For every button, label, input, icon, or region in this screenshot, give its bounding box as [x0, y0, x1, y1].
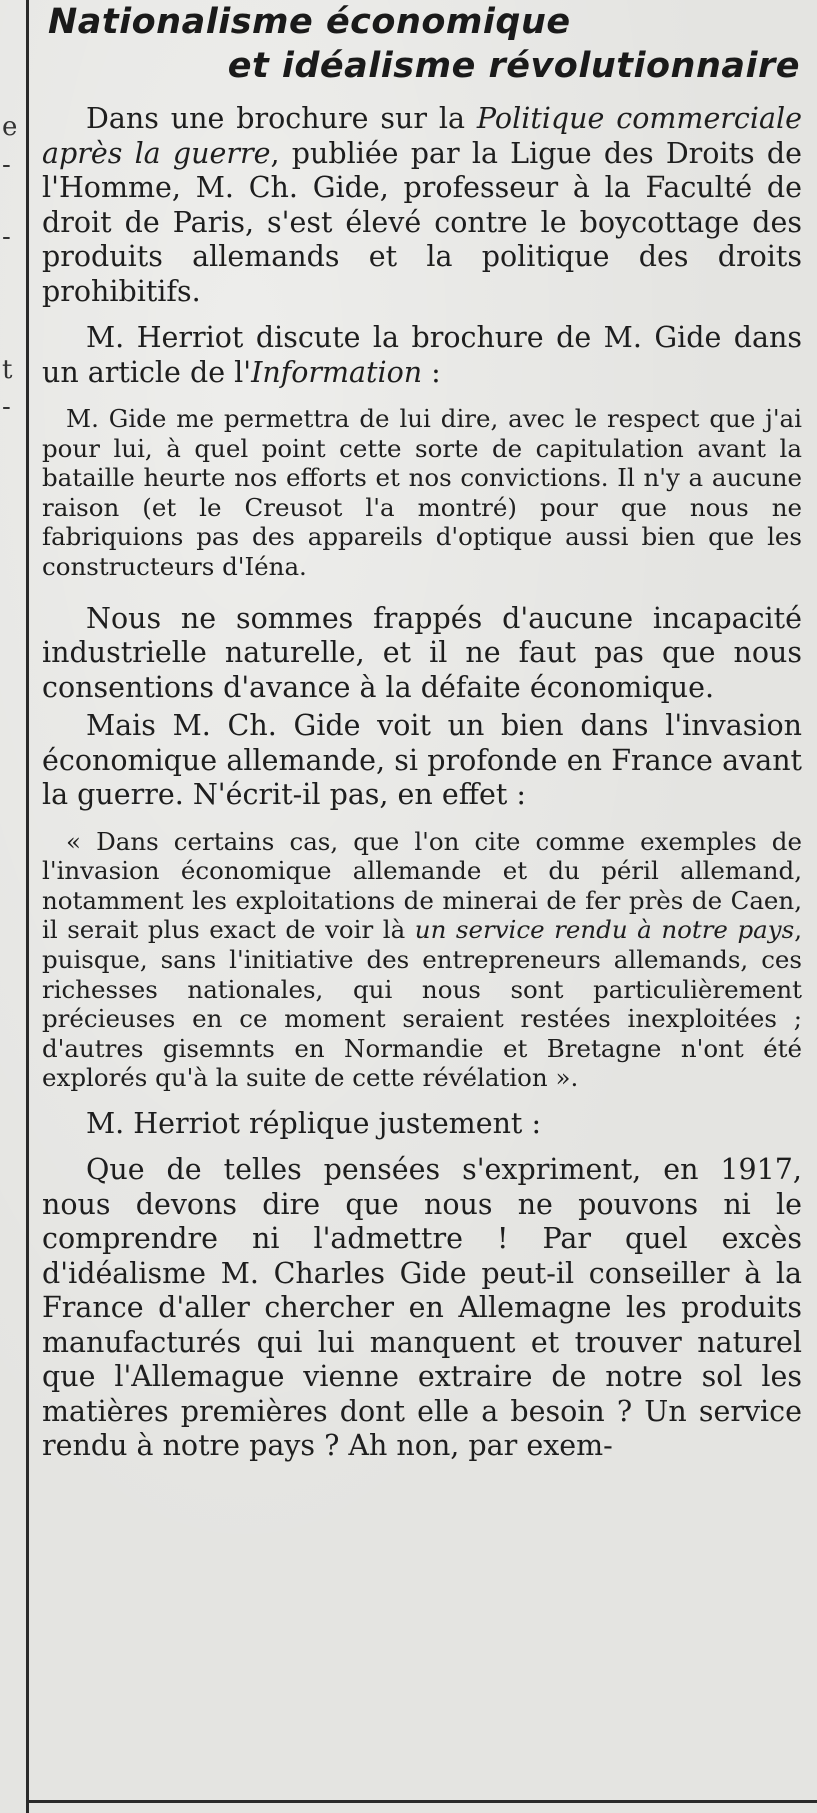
- paragraph-reply-intro: M. Herriot réplique justement :: [86, 1106, 542, 1140]
- margin-fragment: -: [2, 392, 11, 422]
- margin-fragment: -: [2, 150, 11, 180]
- brochure-title: Politique commerciale après la guerre: [42, 102, 802, 170]
- margin-fragment: e: [2, 112, 18, 142]
- quote-herriot: M. Gide me permettra de lui dire, avec le respect que j'ai pour lui, à quel point cette sorte de capitulation avant la bataille heurte nos efforts et nos convictions. Il n'y a aucune raison (et le Creusot l'a montré) pour que nous ne fabriquions pas des appareils d'optique aussi bien que les constructeurs d'Iéna.: [42, 404, 802, 581]
- margin-fragment: -: [2, 222, 11, 252]
- paragraph-reply: Que de telles pensées s'expriment, en 1917, nous devons dire que nous ne pouvons ni le comprendre ni l'admettre ! Par quel excès d'idéalisme M. Charles Gide peut-il conseiller à la France d'aller chercher en Allemagne les produits manufacturés qui lui manquent et trouver naturel que l'Allemague vienne extraire de notre sol les matières premières dont elle a besoin ? Un service rendu à notre pays ? Ah non, par exem-: [42, 1153, 802, 1463]
- article: [42, 0, 802, 1464]
- paragraph-incapacity: Nous ne sommes frappés d'aucune incapacité industrielle naturelle, et il ne faut pas que nous consentions d'avance à la défaite économique.: [42, 601, 802, 704]
- bottom-rule: [26, 1800, 817, 1803]
- source-name: Information: [251, 355, 423, 389]
- adjacent-column-fragment: [0, 0, 24, 1813]
- paragraph-intro: Dans une brochure sur la Politique commerciale après la guerre, publiée par la Ligue des Droits de l'Homme, M. Ch. Gide, professeur à la Faculté de droit de Paris, s'est élevé contre le boycottage des produits allemands et la politique des droits prohibitifs.: [42, 102, 802, 308]
- headline-line-1: Nationalisme économique: [48, 2, 571, 42]
- headline-line-2: et idéalisme révolutionnaire: [227, 46, 800, 86]
- column-rule: [26, 0, 29, 1813]
- quote-emphasis: un service rendu à notre pays: [414, 915, 795, 945]
- paragraph-herriot-discusses: M. Herriot discute la brochure de M. Gide dans un article de l'Information :: [42, 321, 802, 389]
- article-headline: [42, 0, 802, 88]
- quote-gide: « Dans certains cas, que l'on cite comme exemples de l'invasion économique allemande et du péril allemand, notamment les exploitations de minerai de fer près de Caen, il serait plus exact de voir là un service rendu à notre pays, puisque, sans l'initiative des entrepreneurs allemands, ces richesses nationales, qui nous sont particulièrement précieuses en ce moment seraient restées inexploitées ; d'autres gisemnts en Normandie et Bretagne n'ont été explorés qu'à la suite de cette révélation ».: [42, 826, 802, 1093]
- paragraph-gide-view: Mais M. Ch. Gide voit un bien dans l'invasion économique allemande, si profonde en France avant la guerre. N'écrit-il pas, en effet :: [42, 709, 802, 812]
- margin-fragment: t: [2, 355, 13, 385]
